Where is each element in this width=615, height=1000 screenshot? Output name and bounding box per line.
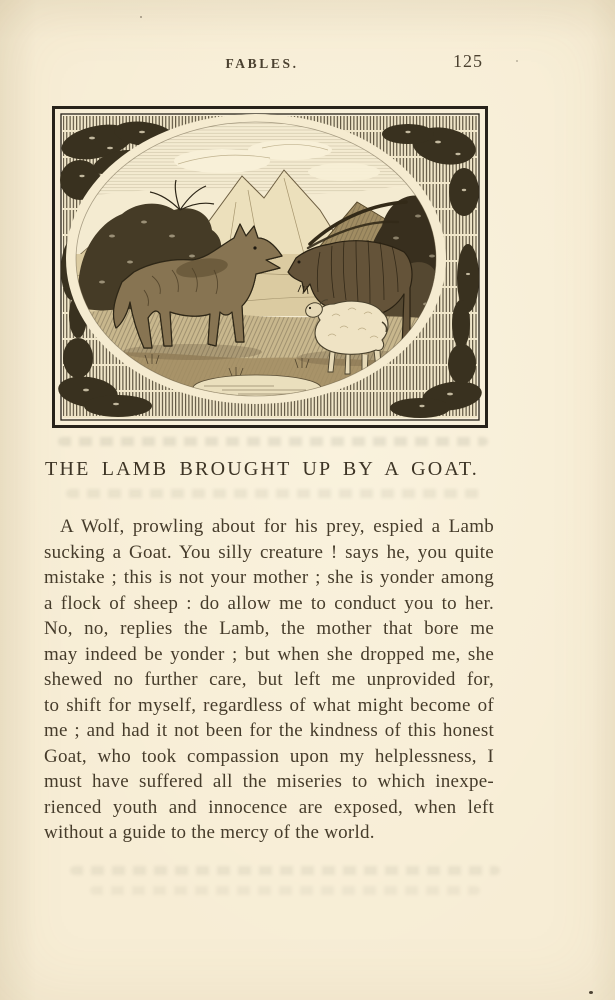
body-line: A Wolf, prowling about for his prey, espied a Lamb (60, 516, 494, 537)
ink-speck (589, 991, 593, 994)
body-line: must have suffered all the miseries to which inexpe- (44, 771, 494, 792)
body-line: mistake ; this is not your mother ; she is yonder among (44, 567, 494, 588)
body-line: No, no, replies the Lamb, the mother that bore me (44, 618, 494, 639)
show-through-ghosting (58, 437, 488, 446)
running-header: FABLES. (225, 56, 299, 71)
show-through-ghosting (90, 886, 480, 895)
ink-speck (516, 60, 518, 62)
fable-engraving (52, 106, 488, 428)
show-through-ghosting (66, 489, 482, 498)
body-line: Goat, who took compassion upon my helplessness, I (44, 745, 494, 767)
body-line: rienced youth and innocence are exposed, when left (44, 796, 494, 818)
body-line: a flock of sheep : do allow me to conduct you to her. (44, 592, 494, 614)
body-line: shewed no further care, but left me unprovided for, (44, 669, 494, 690)
show-through-ghosting (70, 866, 500, 875)
ink-speck (140, 16, 142, 18)
body-line: sucking a Goat. You silly creature ! says he, you quite (44, 541, 494, 563)
fable-text (44, 514, 494, 846)
body-line: may indeed be yonder ; but when she dropped me, she (44, 643, 494, 665)
fable-title: THE LAMB BROUGHT UP BY A GOAT. (45, 458, 479, 480)
body-line: me ; and had it not been for the kindness of this honest (44, 720, 494, 741)
body-line: to shift for myself, regardless of what might become of (44, 694, 494, 716)
body-line: without a guide to the mercy of the world. (44, 822, 375, 843)
page-number: 125 (453, 51, 483, 71)
